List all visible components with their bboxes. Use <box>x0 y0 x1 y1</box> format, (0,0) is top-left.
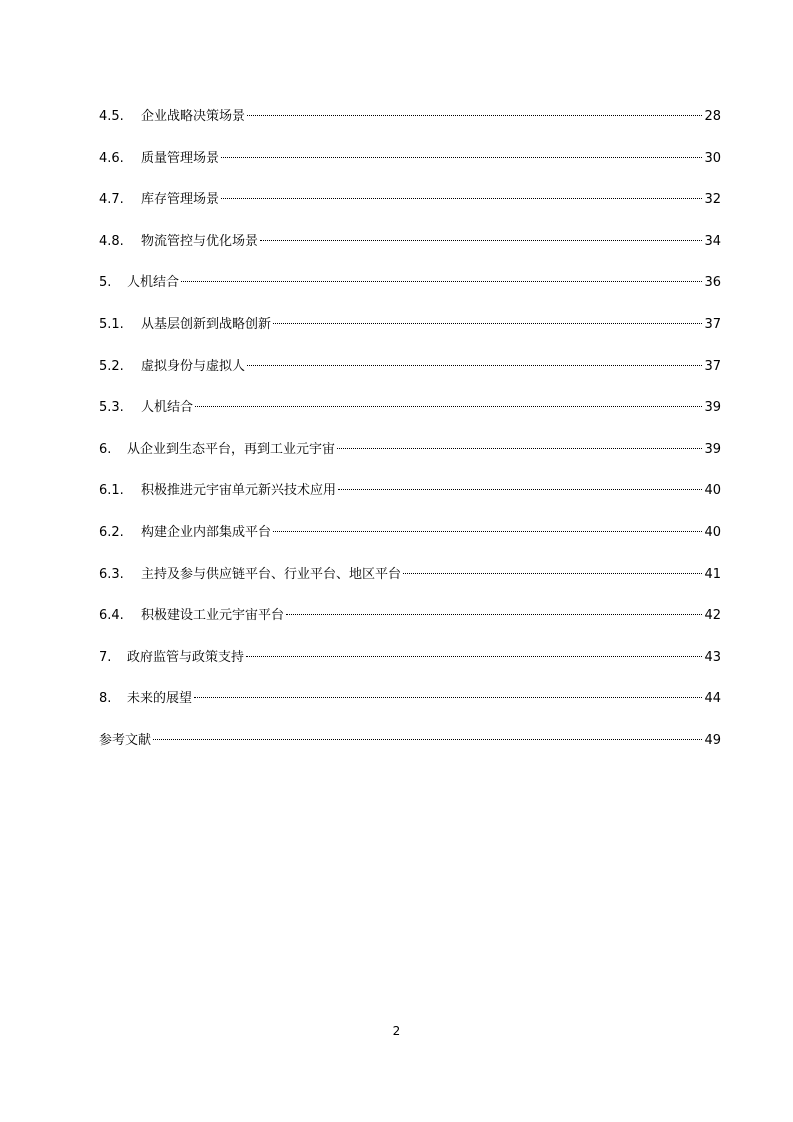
toc-entry[interactable] <box>99 315 721 357</box>
table-of-contents <box>99 107 721 773</box>
toc-entry-page: 42 <box>704 608 721 624</box>
toc-entry-number: 6. <box>99 441 112 457</box>
toc-entry[interactable] <box>99 689 721 731</box>
toc-entry[interactable] <box>99 190 721 232</box>
toc-entry[interactable] <box>99 606 721 648</box>
toc-entry-title: 库存管理场景 <box>141 192 220 208</box>
toc-entry-page: 36 <box>704 275 721 291</box>
toc-entry-page: 43 <box>704 649 721 665</box>
toc-entry-page: 30 <box>704 150 721 166</box>
toc-leader <box>260 240 702 241</box>
toc-leader <box>221 157 702 158</box>
toc-leader <box>337 448 702 449</box>
toc-entry-number: 6.1. <box>99 483 124 499</box>
toc-entry[interactable] <box>99 357 721 399</box>
toc-entry-title: 从基层创新到战略创新 <box>141 316 272 332</box>
toc-leader <box>403 573 702 574</box>
toc-leader <box>286 614 702 615</box>
toc-entry[interactable] <box>99 107 721 149</box>
toc-entry-title: 参考文献 <box>99 732 152 748</box>
toc-entry[interactable] <box>99 440 721 482</box>
toc-leader <box>273 531 702 532</box>
toc-entry-page: 44 <box>704 691 721 707</box>
toc-entry-number: 4.5. <box>99 109 124 124</box>
page-number: 2 <box>392 1024 401 1038</box>
toc-entry[interactable] <box>99 481 721 523</box>
toc-entry-page: 49 <box>704 732 721 748</box>
toc-entry-title: 从企业到生态平台，再到工业元宇宙 <box>127 441 336 457</box>
toc-entry-number: 6.2. <box>99 524 124 540</box>
toc-entry-title: 人机结合 <box>141 400 194 416</box>
toc-entry-page: 28 <box>704 109 721 124</box>
toc-entry-number: 4.6. <box>99 150 124 166</box>
toc-leader <box>194 697 702 698</box>
toc-entry-number: 5.2. <box>99 358 124 374</box>
toc-entry-number: 5.1. <box>99 316 124 332</box>
toc-entry[interactable] <box>99 523 721 565</box>
toc-entry-number: 4.7. <box>99 192 124 208</box>
toc-entry-page: 40 <box>704 483 721 499</box>
toc-entry[interactable] <box>99 648 721 690</box>
toc-entry[interactable] <box>99 565 721 607</box>
toc-entry-number: 6.4. <box>99 608 124 624</box>
toc-entry[interactable] <box>99 398 721 440</box>
toc-entry-page: 37 <box>704 358 721 374</box>
toc-entry-page: 39 <box>704 400 721 416</box>
toc-entry-title: 政府监管与政策支持 <box>127 649 245 665</box>
toc-entry-page: 41 <box>704 566 721 582</box>
toc-entry[interactable] <box>99 731 721 773</box>
toc-entry-page: 34 <box>704 233 721 249</box>
toc-leader <box>195 406 702 407</box>
toc-entry-page: 39 <box>704 441 721 457</box>
toc-entry-title: 质量管理场景 <box>141 150 220 166</box>
toc-entry[interactable] <box>99 149 721 191</box>
toc-leader <box>338 489 702 490</box>
toc-entry-title: 构建企业内部集成平台 <box>141 524 272 540</box>
toc-leader <box>273 323 702 324</box>
toc-entry-page: 40 <box>704 524 721 540</box>
toc-entry-number: 5.3. <box>99 400 124 416</box>
toc-entry-title: 企业战略决策场景 <box>141 109 246 124</box>
toc-entry-number: 8. <box>99 691 112 707</box>
toc-entry-number: 6.3. <box>99 566 124 582</box>
toc-leader <box>153 739 702 740</box>
toc-entry[interactable] <box>99 232 721 274</box>
toc-entry-title: 虚拟身份与虚拟人 <box>141 358 246 374</box>
toc-entry-title: 人机结合 <box>127 275 180 291</box>
toc-entry-title: 主持及参与供应链平台、行业平台、地区平台 <box>141 566 402 582</box>
toc-leader <box>246 656 702 657</box>
toc-entry-title: 未来的展望 <box>127 691 193 707</box>
toc-leader <box>247 365 702 366</box>
toc-entry-title: 物流管控与优化场景 <box>141 233 259 249</box>
toc-entry-title: 积极推进元宇宙单元新兴技术应用 <box>141 483 337 499</box>
toc-leader <box>221 198 702 199</box>
toc-entry-page: 37 <box>704 316 721 332</box>
toc-entry-title: 积极建设工业元宇宙平台 <box>141 608 285 624</box>
toc-entry-number: 4.8. <box>99 233 124 249</box>
toc-leader <box>181 281 702 282</box>
toc-entry[interactable] <box>99 273 721 315</box>
toc-leader <box>247 115 702 116</box>
toc-entry-number: 7. <box>99 649 112 665</box>
toc-entry-number: 5. <box>99 275 112 291</box>
toc-entry-page: 32 <box>704 192 721 208</box>
